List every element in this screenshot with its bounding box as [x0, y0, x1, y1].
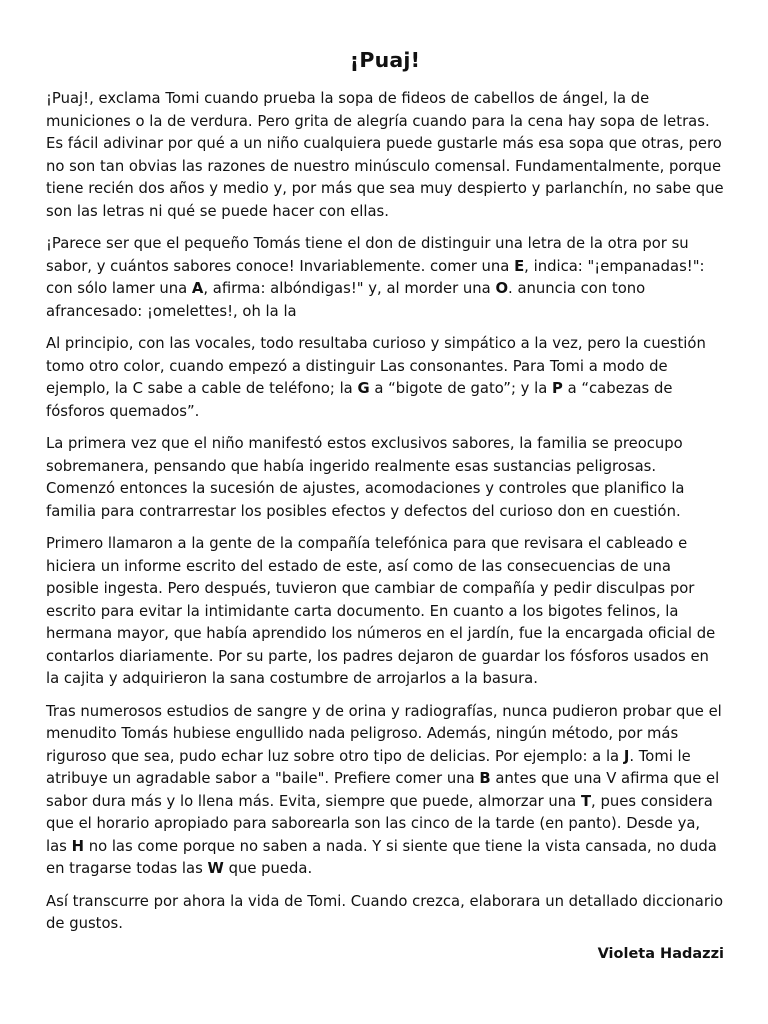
bold-letter: W: [207, 860, 224, 877]
text-run: . Tomi le atribuye un agradable sabor a "baile". Prefiere comer una: [46, 747, 691, 787]
bold-letter: E: [514, 257, 525, 275]
bold-letter: G: [357, 380, 370, 397]
text-run: La primera vez que el niño manifestó estos exclusivos sabores, la familia se preocupo sobremanera, pensando que había ingerido realmente esas sustancias peligrosas. Comenzó entonces la sucesión de ajustes, acomodaciones y controles que planifico la familia para contrarrestar los posibles efectos y defectos del curioso don en cuestión.: [46, 435, 685, 520]
text-run: Tras numerosos estudios de sangre y de orina y radiografías, nunca pudieron probar que el menudito Tomás hubiese engullido nada peligroso. Además, ningún método, por más riguroso que sea, pudo echar luz sobre otro tipo de delicias. Por ejemplo: a la: [46, 702, 722, 765]
author-signature: Violeta Hadazzi: [597, 945, 724, 962]
paragraph: [46, 333, 724, 423]
text-run: , afirma: albóndigas!" y, al morder una: [203, 280, 496, 297]
paragraph: [46, 88, 724, 223]
text-run: a “bigote de gato”; y la: [369, 380, 553, 397]
paragraph: [46, 433, 724, 523]
text-run: ¡Parece ser que el pequeño Tomás tiene el don de distinguir una letra de la otra por su sabor, y cuántos sabores conoce! Invariablemente. comer una: [46, 235, 689, 275]
text-run: Así transcurre por ahora la vida de Tomi. Cuando crezca, elaborara un detallado diccionario de gustos.: [46, 892, 724, 932]
text-run: , indica: "¡empanadas!": con sólo lamer una: [46, 257, 705, 297]
paragraph: [46, 701, 724, 881]
text-run: a “cabezas de fósforos quemados”.: [46, 380, 673, 420]
text-run: ¡Puaj!, exclama Tomi cuando prueba la sopa de fideos de cabellos de ángel, la de municiones o la de verdura. Pero grita de alegría cuando para la cena hay sopa de letras. Es fácil adivinar por qué a un niño cualquiera puede gustarle más esa sopa que otras, pero no son tan obvias las razones de nuestro minúsculo comensal. Fundamentalmente, porque tiene recién dos años y medio y, por más que sea muy despierto y parlanchín, no sabe que son las letras ni qué se puede hacer con ellas.: [46, 90, 724, 220]
text-run: Primero llamaron a la gente de la compañía telefónica para que revisara el cableado e hiciera un informe escrito del estado de este, así como de las consecuencias de una posible ingesta. Pero después, tuvieron que cambiar de compañía y pedir disculpas por escrito para evitar la intimidante carta documento. En cuanto a los bigotes felinos, la hermana mayor, que había aprendido los números en el jardín, fue la encargada oficial de contarlos diariamente. Por su parte, los padres dejaron de guardar los fósforos usados en la cajita y adquirieron la sana costumbre de arrojarlos a la basura.: [46, 535, 716, 687]
text-run: Al principio, con las vocales, todo resultaba curioso y simpático a la vez, pero la cuestión tomo otro color, cuando empezó a distinguir Las consonantes. Para Tomi a modo de ejemplo, la C sabe a cable de teléfono; la: [46, 335, 706, 397]
bold-letter: B: [479, 770, 491, 787]
text-run: que pueda.: [223, 860, 313, 877]
text-run: no las come porque no saben a nada. Y si siente que tiene la vista cansada, no duda en tragarse todas las: [46, 837, 717, 877]
text-run: . anuncia con tono afrancesado: ¡omelettes!, oh la la: [46, 280, 646, 320]
document-title: ¡Puaj!: [349, 48, 421, 72]
bold-letter: P: [552, 380, 563, 397]
bold-letter: T: [580, 792, 592, 810]
text-run: antes que una V afirma que el sabor dura más y lo llena más. Evita, siempre que puede, almorzar una: [46, 770, 720, 810]
text-run: , pues considera que el horario apropiado para saborearla son las cinco de la tarde (en panto). Desde ya, las: [46, 792, 713, 855]
bold-letter: H: [71, 837, 84, 855]
paragraph: [46, 233, 724, 323]
bold-letter: O: [495, 280, 509, 297]
paragraph: [46, 891, 724, 936]
bold-letter: A: [191, 280, 204, 297]
document-body: [46, 88, 724, 936]
paragraph: [46, 533, 724, 691]
bold-letter: J: [623, 747, 630, 765]
